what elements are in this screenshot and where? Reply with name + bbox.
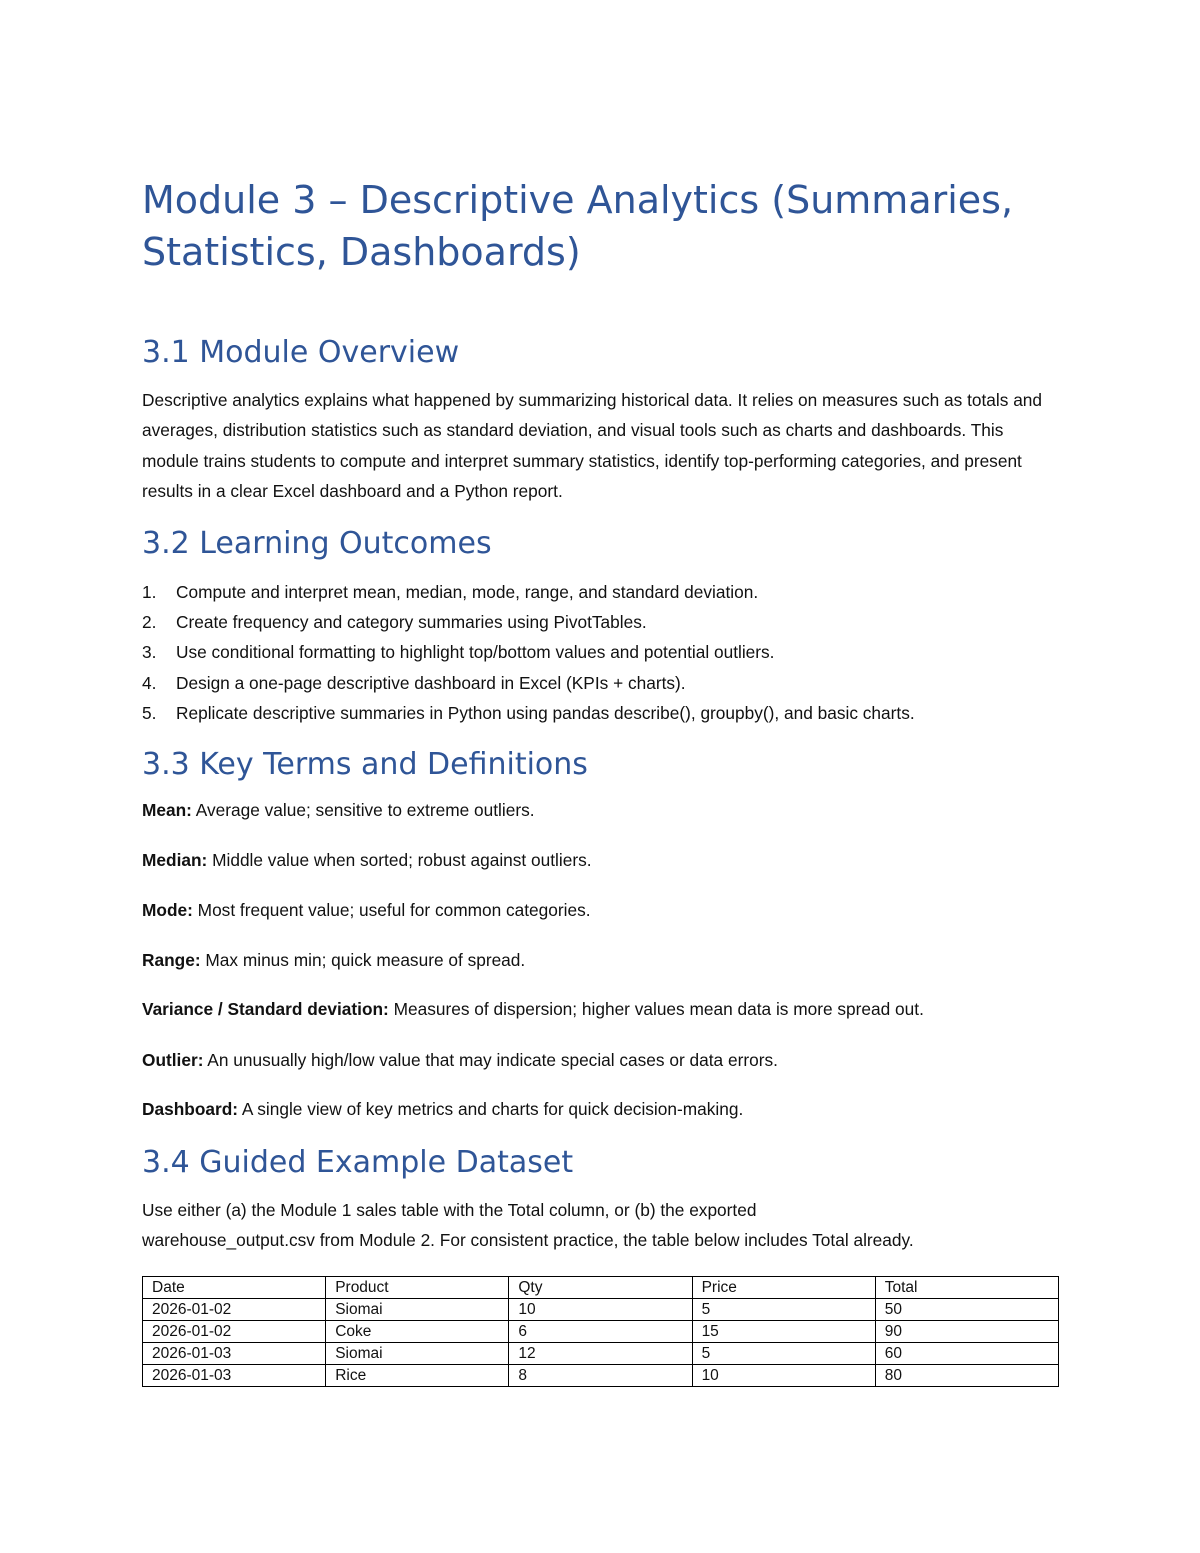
table-cell: Coke [326, 1321, 509, 1343]
list-item-text: Compute and interpret mean, median, mode, range, and standard deviation. [176, 582, 759, 602]
overview-paragraph: Descriptive analytics explains what happened by summarizing historical data. It relies on measures such as totals and averages, distribution statistics such as standard deviation, and visual tools such as charts and dashboards. This module trains students to compute and interpret summary statistics, identify top-performing categories, and present results in a clear Excel dashboard and a Python report. [142, 390, 1043, 502]
list-number: 5. [142, 702, 157, 723]
list-item [142, 607, 1060, 637]
section-heading-overview: 3.1 Module Overview [142, 335, 460, 370]
list-number: 3. [142, 642, 157, 663]
list-item [142, 668, 1060, 698]
section-heading-dataset: 3.4 Guided Example Dataset [142, 1145, 574, 1180]
table-row [143, 1365, 1059, 1387]
term-definition: Measures of dispersion; higher values mean data is more spread out. [388, 999, 924, 1019]
term-label: Mean: [142, 800, 192, 820]
table-header-cell: Product [326, 1277, 509, 1299]
list-number: 1. [142, 582, 157, 602]
table-cell: 2026-01-02 [143, 1299, 326, 1321]
term-entry [142, 1095, 1060, 1123]
section-heading-terms: 3.3 Key Terms and Definitions [142, 747, 588, 782]
table-cell: Rice [326, 1365, 509, 1387]
term-entry [142, 896, 1060, 924]
term-label: Mode: [142, 900, 193, 920]
section-heading-outcomes: 3.2 Learning Outcomes [142, 526, 492, 561]
list-item-text: Replicate descriptive summaries in Python using pandas describe(), groupby(), and basic charts. [176, 702, 915, 723]
list-number: 2. [142, 612, 157, 633]
list-item-text: Create frequency and category summaries using PivotTables. [176, 612, 647, 633]
table-cell: 5 [692, 1343, 875, 1365]
term-definition: Average value; sensitive to extreme outliers. [191, 800, 535, 820]
list-item [142, 698, 1060, 728]
term-definition: Most frequent value; useful for common categories. [192, 900, 591, 920]
list-number: 4. [142, 672, 157, 693]
table-cell: 5 [692, 1299, 875, 1321]
table-cell: 10 [509, 1299, 692, 1321]
table-header-cell: Total [875, 1277, 1058, 1299]
term-definition: Max minus min; quick measure of spread. [200, 950, 526, 970]
dataset-intro-line-1: Use either (a) the Module 1 sales table with the Total column, or (b) the exported [142, 1200, 757, 1220]
term-entry [142, 1046, 1060, 1074]
table-cell: 90 [875, 1321, 1058, 1343]
term-definition: A single view of key metrics and charts for quick decision-making. [238, 1099, 744, 1119]
outcomes-list [142, 577, 1060, 728]
table-header-row [143, 1277, 1059, 1299]
sales-table [142, 1276, 1059, 1387]
table-cell: 12 [509, 1343, 692, 1365]
list-item [142, 577, 1060, 607]
table-cell: 8 [509, 1365, 692, 1387]
table-header-cell: Date [143, 1277, 326, 1299]
term-entry [142, 796, 1060, 824]
term-label: Outlier: [142, 1050, 204, 1070]
table-header-cell: Qty [509, 1277, 692, 1299]
table-row [143, 1299, 1059, 1321]
term-label: Variance / Standard deviation: [142, 999, 389, 1019]
table-cell: 2026-01-03 [143, 1365, 326, 1387]
table-cell: 80 [875, 1365, 1058, 1387]
dataset-intro-line-2: warehouse_output.csv from Module 2. For consistent practice, the table below includes Total already. [142, 1230, 914, 1250]
table-header-cell: Price [692, 1277, 875, 1299]
term-label: Median: [142, 850, 208, 870]
term-entry [142, 846, 1060, 874]
term-definition: Middle value when sorted; robust against outliers. [207, 850, 592, 870]
table-cell: 60 [875, 1343, 1058, 1365]
list-item [142, 637, 1060, 667]
term-entry [142, 995, 1060, 1023]
table-row [143, 1321, 1059, 1343]
term-entry [142, 946, 1060, 974]
table-cell: 50 [875, 1299, 1058, 1321]
page-title: Module 3 – Descriptive Analytics (Summaries, Statistics, Dashboards) [142, 178, 1014, 274]
table-cell: 2026-01-02 [143, 1321, 326, 1343]
table-cell: Siomai [326, 1343, 509, 1365]
list-item-text: Design a one-page descriptive dashboard in Excel (KPIs + charts). [176, 672, 686, 693]
term-label: Range: [142, 950, 201, 970]
list-item-text: Use conditional formatting to highlight top/bottom values and potential outliers. [176, 642, 775, 663]
table-cell: 10 [692, 1365, 875, 1387]
table-cell: Siomai [326, 1299, 509, 1321]
table-cell: 6 [509, 1321, 692, 1343]
term-definition: An unusually high/low value that may indicate special cases or data errors. [203, 1050, 778, 1070]
table-cell: 15 [692, 1321, 875, 1343]
table-row [143, 1343, 1059, 1365]
term-label: Dashboard: [142, 1099, 239, 1119]
table-cell: 2026-01-03 [143, 1343, 326, 1365]
